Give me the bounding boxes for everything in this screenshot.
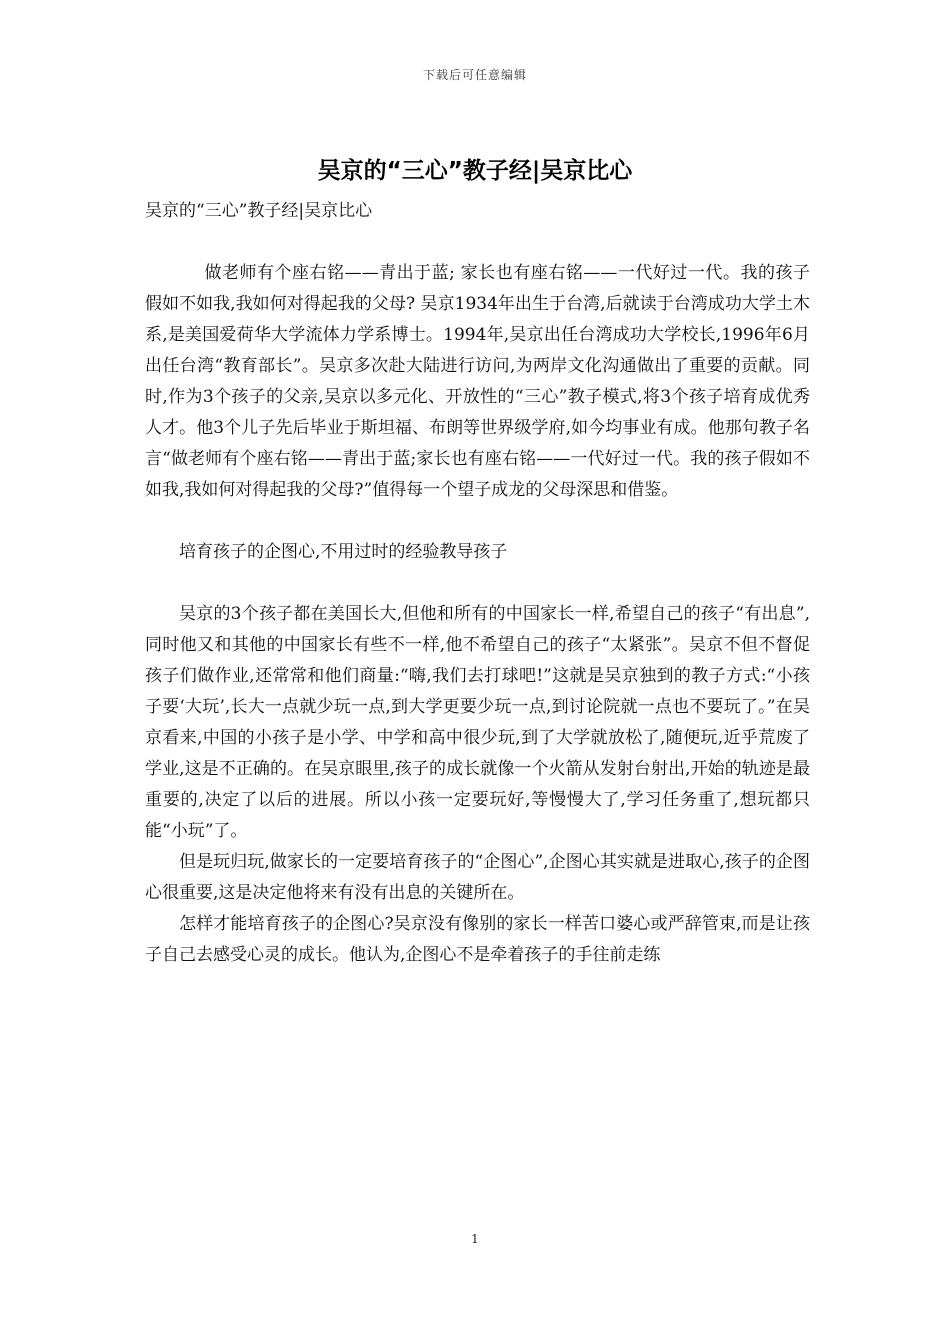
body-paragraph-1: 吴京的3个孩子都在美国长大,但他和所有的中国家长一样,希望自己的孩子“有出息”,同时他又和其他的中国家长有些不一样,他不希望自己的孩子“太紧张”。吴京不但不督促孩子们做作业,还常常和他们商量:“嗨,我们去打球吧!”这就是吴京独到的教子方式:“小孩子要‘大玩’,长大一点就少玩一点,到大学更要少玩一点,到讨论院就一点也不要玩了。”在吴京看来,中国的小孩子是小学、中学和高中很少玩,到了大学就放松了,随便玩,近乎荒废了学业,这是不正确的。在吴京眼里,孩子的成长就像一个火箭从发射台射出,开始的轨迹是最重要的,决定了以后的进展。所以小孩一定要玩好,等慢慢大了,学习任务重了,想玩都只能“小玩”了。 bbox=[145, 604, 810, 841]
intro-paragraph: 做老师有个座右铭——青出于蓝; 家长也有座右铭——一代好过一代。我的孩子假如不如我,我如何对得起我的父母? 吴京1934年出生于台湾,后就读于台湾成功大学土木系,是美国爱荷华大学流体力学系博士。1994年,吴京出任台湾成功大学校长,1996年6月出任台湾“教育部长”。吴京多次赴大陆进行访问,为两岸文化沟通做出了重要的贡献。同时,作为3个孩子的父亲,吴京以多元化、开放性的“三心”教子模式,将3个孩子培育成优秀人才。他3个儿子先后毕业于斯坦福、布朗等世界级学府,如今均事业有成。他那句教子名言“做老师有个座右铭——青出于蓝;家长也有座右铭——一代好过一代。我的孩子假如不如我,我如何对得起我的父母?”值得每一个望子成龙的父母深思和借鉴。 bbox=[145, 263, 810, 500]
document-title: 吴京的“三心”教子经|吴京比心 bbox=[317, 158, 633, 184]
page-number: 1 bbox=[471, 1232, 479, 1246]
body-paragraph-3: 怎样才能培育孩子的企图心?吴京没有像别的家长一样苦口婆心或严辞管束,而是让孩子自己去感受心灵的成长。他认为,企图心不是牵着孩子的手往前走练 bbox=[145, 914, 810, 965]
download-note: 下载后可任意编辑 bbox=[422, 68, 527, 82]
section-heading: 培育孩子的企图心,不用过时的经验教导孩子 bbox=[179, 542, 508, 562]
document-subtitle: 吴京的“三心”教子经|吴京比心 bbox=[145, 201, 373, 221]
body-paragraph-2: 但是玩归玩,做家长的一定要培育孩子的“企图心”,企图心其实就是进取心,孩子的企图心很重要,这是决定他将来有没有出息的关键所在。 bbox=[145, 852, 810, 903]
document-body bbox=[145, 196, 810, 971]
